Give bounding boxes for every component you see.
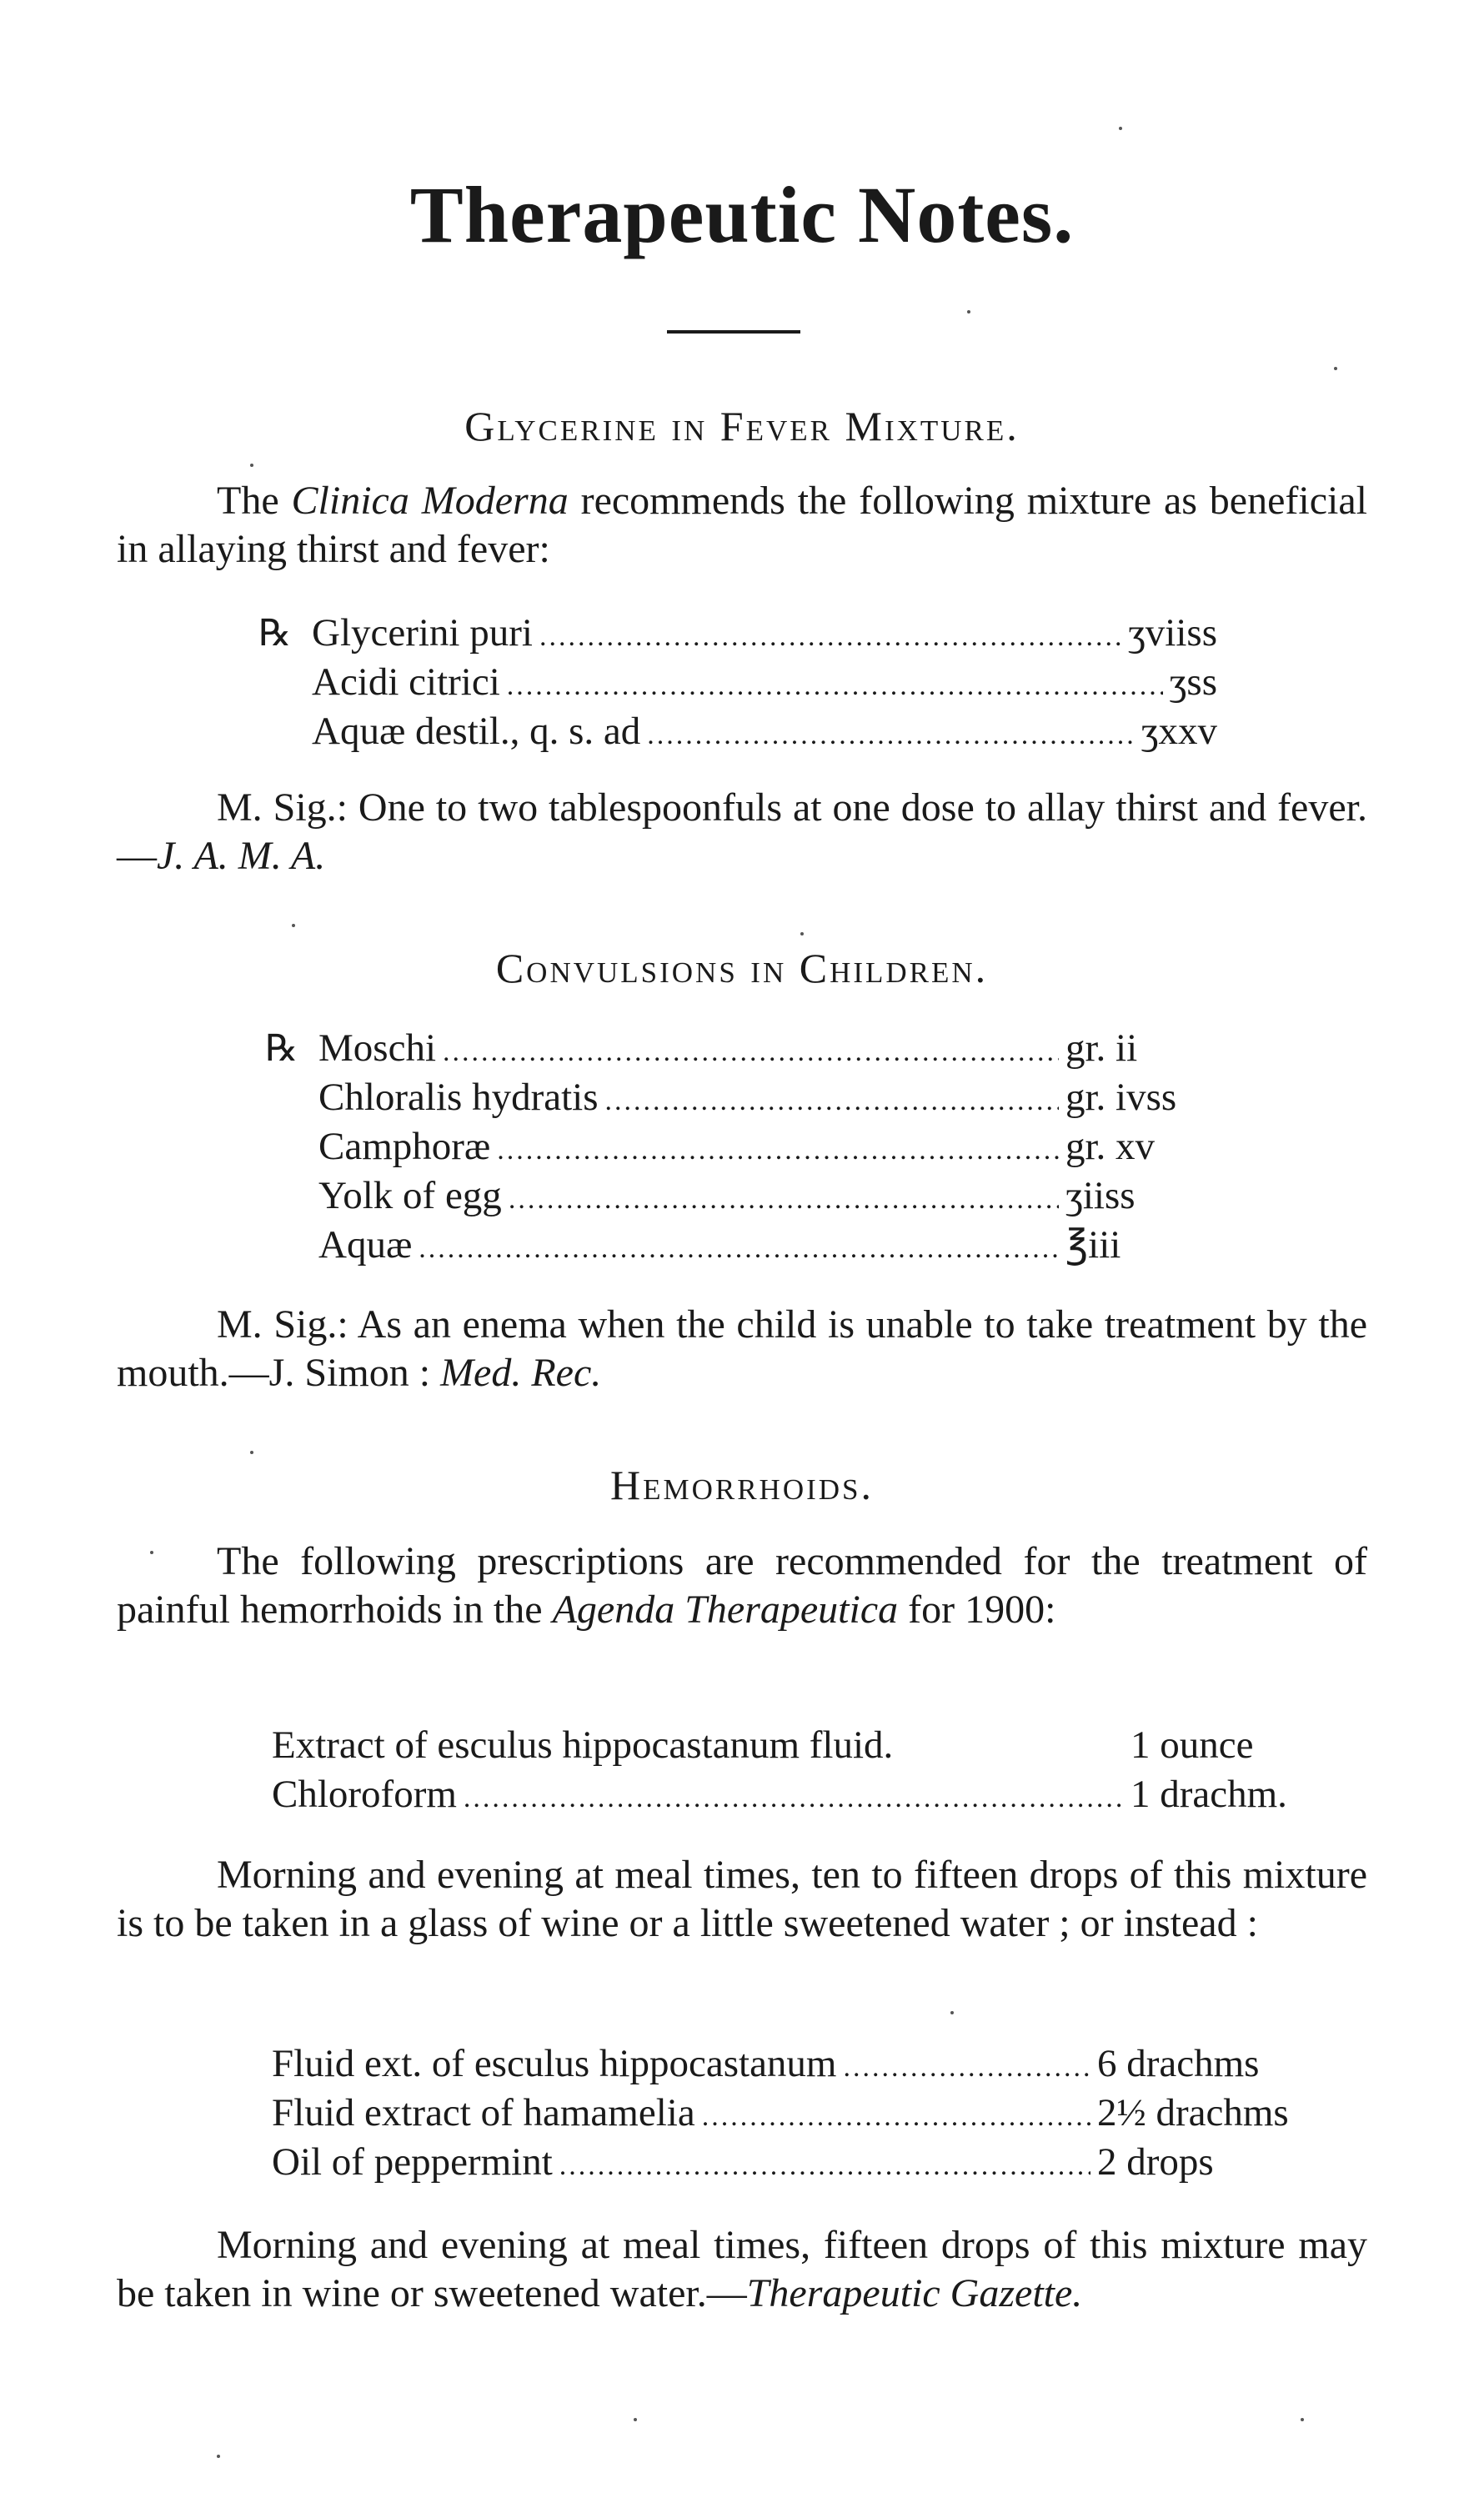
paragraph-glycerine-directions [117, 784, 1367, 880]
intro-text-end: for 1900: [898, 1588, 1056, 1632]
recipe-line [272, 2039, 1322, 2089]
ingredient-dose: ʒxxv [1141, 710, 1217, 753]
ingredient-name: Moschi [318, 1026, 436, 1070]
ingredient-name: Aquæ destil., q. s. ad [312, 710, 641, 753]
scan-speck [967, 310, 970, 314]
ingredient-dose: 2 drops [1097, 2140, 1214, 2184]
scan-speck [217, 2455, 220, 2458]
ingredient-name: Fluid ext. of esculus hippocastanum [272, 2042, 837, 2085]
paragraph-hemorrhoids-intro [117, 1537, 1367, 1634]
leader-dots [702, 2092, 1090, 2141]
intro-citation: Clinica Moderna [291, 479, 569, 523]
recipe-line [272, 1721, 1322, 1770]
recipe-line [265, 1221, 1224, 1270]
ingredient-dose: 2½ drachms [1097, 2091, 1289, 2134]
recipe-glycerine [258, 609, 1217, 756]
scan-speck [1119, 127, 1122, 130]
leader-dots [464, 1773, 1124, 1823]
leader-dots [605, 1076, 1060, 1126]
leader-dots [497, 1126, 1059, 1175]
intro-text: The following prescriptions are recommended for the treatment of painful hemorrhoids in the [117, 1539, 1367, 1632]
ingredient-name: Extract of esculus hippocastanum fluid. [272, 1723, 894, 1767]
page-title: Therapeutic Notes. [409, 170, 1075, 259]
leader-dots [843, 2043, 1090, 2092]
paragraph-hemorrhoids-closing [117, 2221, 1367, 2318]
scan-speck [800, 932, 804, 936]
section-heading-hemorrhoids: Hemorrhoids. [609, 1462, 875, 1508]
scan-speck [150, 1551, 153, 1554]
closing-text: Morning and evening at meal times, fifteen drops of this mixture may be taken in wine or sweetened water.— [117, 2223, 1367, 2315]
scan-speck [950, 2011, 954, 2014]
section-heading-convulsions: Convulsions in Children. [495, 945, 989, 991]
ingredient-name: Fluid extract of hamamelia [272, 2091, 695, 2134]
ingredient-name: Chloroform [272, 1773, 457, 1816]
leader-dots [419, 1224, 1059, 1273]
leader-dots [539, 612, 1121, 661]
scan-speck [1301, 2418, 1304, 2421]
recipe-line [258, 609, 1217, 658]
scan-speck [250, 464, 253, 467]
recipe-line [272, 2138, 1322, 2187]
leader-dots [507, 661, 1163, 710]
recipe-line [258, 707, 1217, 756]
ingredient-name: Chloralis hydratis [318, 1076, 599, 1119]
ingredient-name: Yolk of egg [318, 1174, 502, 1217]
ingredient-dose: ʒss [1169, 660, 1217, 704]
ingredient-dose: ʒviiss [1127, 611, 1217, 655]
recipe-convulsions [265, 1024, 1224, 1270]
recipe-hemorrhoids-second [272, 2039, 1322, 2187]
ingredient-name: Glycerini puri [312, 611, 533, 655]
scan-speck [292, 924, 295, 927]
title-rule [667, 330, 800, 334]
intro-text-end: recommends the following mixture as beneficial in allaying thirst and fever: [117, 479, 1368, 571]
ingredient-dose: gr. xv [1065, 1125, 1156, 1168]
directions-citation: J. A. M. A. [157, 834, 326, 878]
recipe-line [258, 658, 1217, 707]
scan-speck [1334, 367, 1337, 370]
paragraph-convulsions-directions [117, 1301, 1367, 1397]
ingredient-dose: ʒiiss [1065, 1174, 1136, 1217]
scan-speck [634, 2418, 637, 2421]
ingredient-name: Acidi citrici [312, 660, 500, 704]
ingredient-name: Oil of peppermint [272, 2140, 553, 2184]
section-heading-glycerine: Glycerine in Fever Mixture. [464, 403, 1020, 449]
ingredient-name: Aquæ [318, 1223, 413, 1267]
directions-text: M. Sig.: As an enema when the child is unable to take treatment by the mouth.—J. Simon : [117, 1302, 1367, 1395]
directions-citation: Med. Rec. [440, 1351, 602, 1395]
leader-dots [559, 2141, 1090, 2190]
recipe-line [265, 1171, 1224, 1221]
recipe-line [265, 1122, 1224, 1171]
ingredient-dose: ℥iii [1065, 1223, 1121, 1267]
intro-citation: Agenda Therapeutica [552, 1588, 899, 1632]
recipe-symbol: ℞ [265, 1028, 298, 1069]
closing-citation: Therapeutic Gazette. [746, 2271, 1083, 2315]
ingredient-dose: 6 drachms [1097, 2042, 1260, 2085]
leader-dots [443, 1027, 1059, 1076]
scan-speck [250, 1451, 253, 1454]
recipe-line [272, 1770, 1322, 1819]
ingredient-dose: gr. ivss [1065, 1076, 1177, 1119]
recipe-line [265, 1024, 1224, 1073]
paragraph-glycerine-intro [117, 477, 1367, 574]
leader-dots [509, 1175, 1059, 1224]
ingredient-name: Camphoræ [318, 1125, 491, 1168]
intro-text: The [217, 479, 292, 523]
directions-text: M. Sig.: One to two tablespoonfuls at one dose to allay thirst and fever.— [117, 785, 1367, 878]
recipe-symbol: ℞ [258, 613, 292, 654]
paragraph-hemorrhoids-dosage [117, 1851, 1367, 1948]
dosage-text: Morning and evening at meal times, ten to fifteen drops of this mixture is to be taken in a glass of wine or a little sweetened water ; or instead : [117, 1853, 1367, 1945]
ingredient-dose: gr. ii [1065, 1026, 1138, 1070]
recipe-line [265, 1073, 1224, 1122]
recipe-hemorrhoids-first [272, 1721, 1322, 1819]
recipe-line [272, 2089, 1322, 2138]
leader-dots [647, 710, 1134, 760]
ingredient-dose: 1 drachm. [1131, 1773, 1287, 1816]
ingredient-dose: 1 ounce [1131, 1723, 1254, 1767]
